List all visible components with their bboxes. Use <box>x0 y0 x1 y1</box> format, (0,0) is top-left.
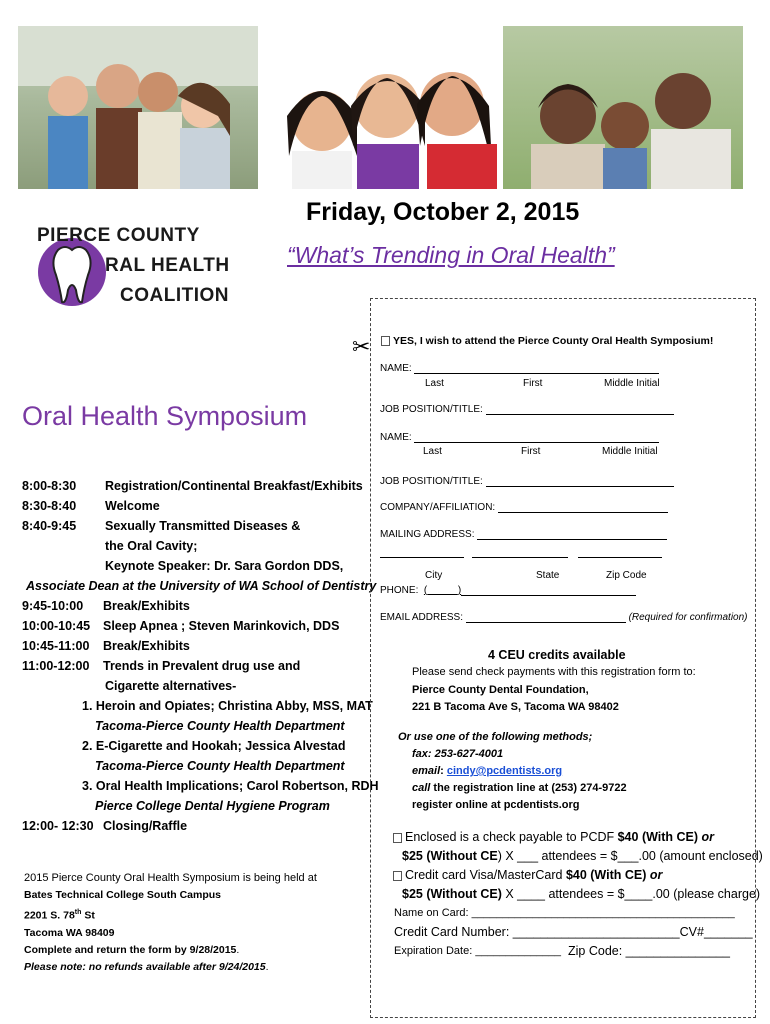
schedule-row: 10:45-11:00 Break/Exhibits <box>22 639 190 653</box>
venue-place: Bates Technical College South Campus <box>24 889 222 901</box>
cutout-border-bottom <box>370 1017 756 1018</box>
company-label: COMPANY/AFFILIATION <box>380 502 493 513</box>
credit-checkbox[interactable] <box>393 871 402 881</box>
credit-option-amount: $25 (Without CE) X ____ attendees = $____.00 (please charge) <box>402 887 761 901</box>
methods-heading: Or use one of the following methods; <box>398 731 593 743</box>
job-field-1[interactable]: JOB POSITION/TITLE: <box>380 404 674 415</box>
event-theme: “What’s Trending in Oral Health” <box>287 242 615 268</box>
city-hint: City <box>425 570 443 581</box>
name-last-hint: Last <box>425 378 444 389</box>
schedule-row: Tacoma-Pierce County Health Department <box>95 719 345 733</box>
name-first-hint: First <box>523 378 543 389</box>
schedule-row: 2. E-Cigarette and Hookah; Jessica Alvestad <box>82 739 346 753</box>
job-label: JOB POSITION/TITLE <box>380 404 481 415</box>
schedule <box>22 476 379 836</box>
state-hint: State <box>536 570 560 581</box>
schedule-row: Associate Dean at the University of WA School of Dentistry <box>26 579 377 593</box>
ceu-credits: 4 CEU credits available <box>488 648 626 662</box>
schedule-row: 9:45-10:00 Break/Exhibits <box>22 599 190 613</box>
job-field-2[interactable]: JOB POSITION/TITLE: <box>380 476 674 487</box>
schedule-row: 8:00-8:30 Registration/Continental Breakfast/Exhibits <box>22 479 363 493</box>
name-label: NAME <box>380 432 409 443</box>
schedule-row: 11:00-12:00 Trends in Prevalent drug use and <box>22 659 301 673</box>
venue-deadline: Complete and return the form by 9/28/2015. <box>24 943 240 956</box>
venue-refund: Please note: no refunds available after 9/24/2015. <box>24 960 269 973</box>
email-note: (Required for confirmation) <box>628 612 748 623</box>
credit-option[interactable]: Credit card Visa/MasterCard $40 (With CE) or <box>393 868 662 882</box>
email-link[interactable]: cindy@pcdentists.org <box>446 765 563 777</box>
phone-line[interactable] <box>461 585 636 596</box>
name-middle-hint: Middle Initial <box>602 446 658 457</box>
girls-photo <box>277 26 500 189</box>
name-last-hint: Last <box>423 446 442 457</box>
family-photo <box>503 26 743 189</box>
venue-info <box>24 870 354 976</box>
mailing-line[interactable] <box>477 529 667 540</box>
email-line[interactable] <box>466 612 626 623</box>
teens-photo <box>18 26 258 189</box>
job-label: JOB POSITION/TITLE <box>380 476 481 487</box>
foundation-address: 221 B Tacoma Ave S, Tacoma WA 98402 <box>412 701 619 713</box>
venue-city: Tacoma WA 98409 <box>24 926 115 939</box>
venue-street: 2201 S. 78th St <box>24 909 95 922</box>
phone-field[interactable]: PHONE: ( ) <box>380 585 636 596</box>
card-zip-code[interactable]: Zip Code: _______________ <box>568 944 730 958</box>
girls-photo-illustration <box>277 26 500 189</box>
state-line[interactable] <box>472 557 568 558</box>
logo-line1: PIERCE COUNTY <box>37 225 200 246</box>
check-checkbox[interactable] <box>393 833 402 843</box>
check-option-amount: $25 (Without CE) X ___ attendees = $___.00 (amount enclosed) <box>402 849 763 863</box>
email-field[interactable]: EMAIL ADDRESS: (Required for confirmation) <box>380 612 748 623</box>
cutout-border-top <box>370 298 756 299</box>
phone-area-code[interactable]: ( ) <box>423 585 462 596</box>
teens-photo-illustration <box>18 26 258 189</box>
logo-line3: COALITION <box>120 285 229 306</box>
card-number[interactable]: Credit Card Number: ________________________CV#_______ <box>394 925 753 939</box>
family-photo-illustration <box>503 26 743 189</box>
coalition-logo <box>20 220 235 315</box>
schedule-row: 3. Oral Health Implications; Carol Robertson, RDH <box>82 779 379 793</box>
cutout-border-right <box>755 298 756 1018</box>
schedule-row: Tacoma-Pierce County Health Department <box>95 759 345 773</box>
email-label: EMAIL ADDRESS <box>380 612 461 623</box>
name-field-1[interactable]: NAME: <box>380 363 659 374</box>
expiration-date[interactable]: Expiration Date: ______________ <box>394 945 561 957</box>
mailing-field[interactable]: MAILING ADDRESS: <box>380 529 667 540</box>
phone-label: PHONE <box>380 585 416 596</box>
symposium-title: Oral Health Symposium <box>22 401 308 431</box>
schedule-row: Pierce College Dental Hygiene Program <box>95 799 330 813</box>
schedule-row: 10:00-10:45 Sleep Apnea ; Steven Marinkovich, DDS <box>22 619 340 633</box>
job-line[interactable] <box>486 404 674 415</box>
schedule-row: Keynote Speaker: Dr. Sara Gordon DDS, <box>105 559 344 573</box>
mailing-label: MAILING ADDRESS <box>380 529 472 540</box>
company-line[interactable] <box>498 502 668 513</box>
attend-label: YES, I wish to attend the Pierce County Oral Health Symposium! <box>393 335 714 347</box>
email-line: email: cindy@pcdentists.org <box>412 765 563 777</box>
name-first-hint: First <box>521 446 541 457</box>
event-date: Friday, October 2, 2015 <box>306 198 580 226</box>
online-line: register online at pcdentists.org <box>412 799 580 811</box>
send-instructions: Please send check payments with this registration form to: <box>412 666 696 678</box>
attend-checkbox-row[interactable] <box>381 335 713 347</box>
zip-line[interactable] <box>578 557 662 558</box>
scissors-icon: ✂ <box>352 334 371 359</box>
venue-intro: 2015 Pierce County Oral Health Symposium is being held at <box>24 872 317 884</box>
name-field-2[interactable]: NAME: <box>380 432 659 443</box>
schedule-row: 8:30-8:40 Welcome <box>22 499 160 513</box>
cutout-border-left <box>370 298 371 1018</box>
check-option[interactable]: Enclosed is a check payable to PCDF $40 (With CE) or <box>393 830 714 844</box>
name-line[interactable] <box>414 432 659 443</box>
zip-hint: Zip Code <box>606 570 647 581</box>
schedule-row: 1. Heroin and Opiates; Christina Abby, MSS, MAT <box>82 699 373 713</box>
fax-line: fax: 253-627-4001 <box>412 748 504 760</box>
schedule-row: 8:40-9:45 Sexually Transmitted Diseases & <box>22 519 301 533</box>
name-label: NAME <box>380 363 409 374</box>
foundation-name: Pierce County Dental Foundation, <box>412 684 589 696</box>
schedule-row: Cigarette alternatives- <box>105 679 237 693</box>
schedule-row: the Oral Cavity; <box>105 539 198 553</box>
company-field[interactable]: COMPANY/AFFILIATION: <box>380 502 668 513</box>
call-line: call the registration line at (253) 274-9722 <box>412 782 627 794</box>
job-line[interactable] <box>486 476 674 487</box>
attend-checkbox[interactable] <box>381 336 390 346</box>
name-line[interactable] <box>414 363 659 374</box>
schedule-row: 12:00- 12:30 Closing/Raffle <box>22 819 188 833</box>
name-on-card[interactable]: Name on Card: ___________________________________________ <box>394 907 735 919</box>
logo-line2: RAL HEALTH <box>105 255 230 276</box>
name-middle-hint: Middle Initial <box>604 378 660 389</box>
city-line[interactable] <box>380 557 464 558</box>
